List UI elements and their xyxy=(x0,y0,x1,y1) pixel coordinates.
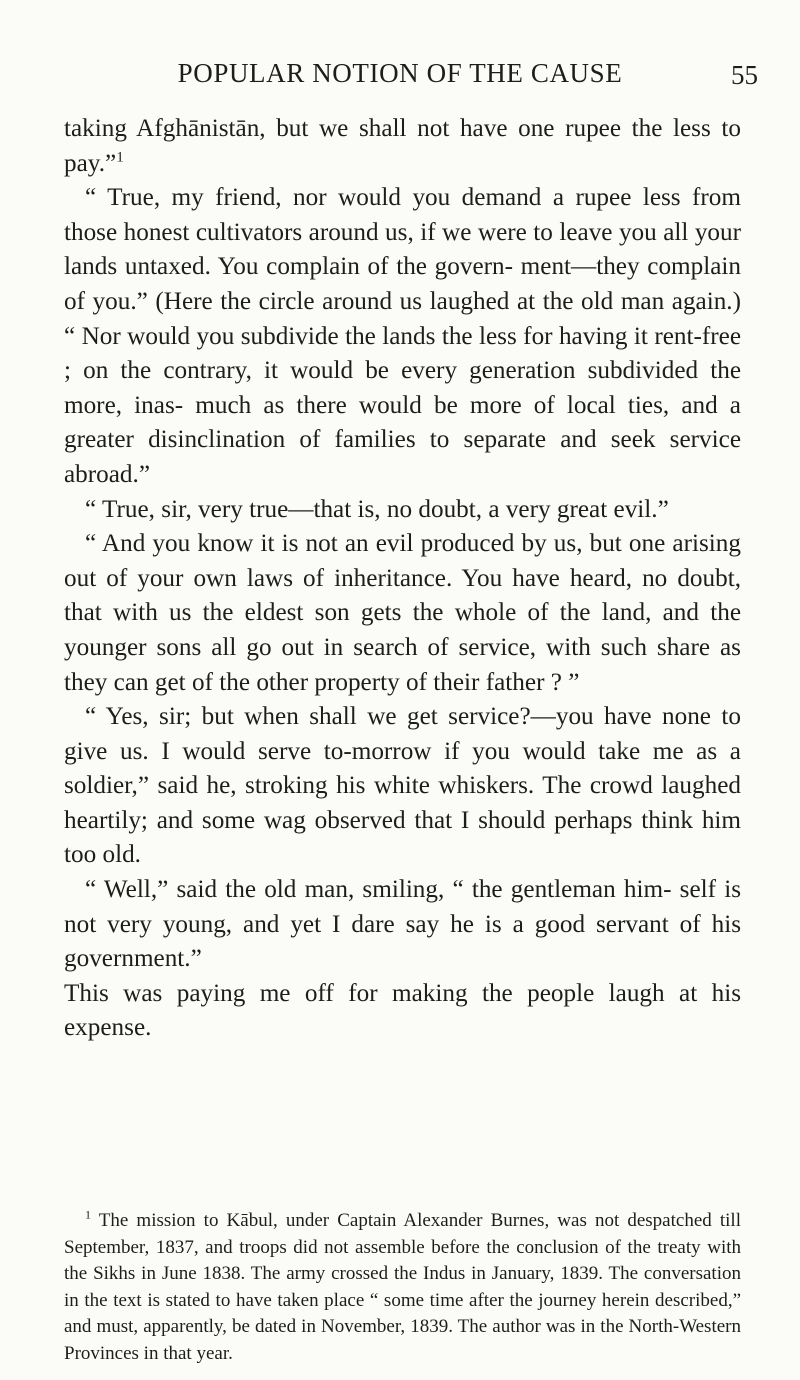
running-title: POPULAR NOTION OF THE CAUSE xyxy=(177,58,623,88)
paragraph: “ And you know it is not an evil produced by us, but one arising out of your own laws of inheritance. You have heard, no doubt, that with us the eldest son gets the whole of the land, and the younger sons all go out in search of service, with such share as they can get of the other property of their father ? ” xyxy=(64,530,741,696)
footnote-marker: 1 xyxy=(85,1207,91,1222)
footnote-reference: 1 xyxy=(116,149,124,166)
footnote xyxy=(64,1208,741,1368)
footnote-text: The mission to Kābul, under Captain Alexander Burnes, was not despatched till September, 1837, and troops did not assemble before the conclusion of the treaty with the Sikhs in June 1838. The army crossed the Indus in January, 1839. The conversation in the text is stated to have taken place “ some time after the journey herein described,” and must, apparently, be dated in November, 1839. The author was in the North-Western Provinces in that year. xyxy=(64,1210,741,1364)
paragraph: “ True, my friend, nor would you demand a rupee less from those honest cultivators around us, if we were to leave you all your lands untaxed. You complain of the govern- ment—they complain of you.” (Here the circle around us laughed at the old man again.) “ Nor would you subdivide the lands the less for having it rent-free ; on the contrary, it would be every generation subdivided the more, inas- much as there would be more of local ties, and a greater disinclination of families to separate and seek service abroad.” xyxy=(64,184,741,488)
paragraph: “ True, sir, very true—that is, no doubt, a very great evil.” xyxy=(85,495,669,523)
paragraph-text: taking Afghānistān, but we shall not have one rupee the less to pay.” xyxy=(64,115,741,177)
paragraph: “ Well,” said the old man, smiling, “ the gentleman him- self is not very young, and yet I dare say he is a good servant of his government.” xyxy=(64,876,741,973)
paragraph xyxy=(64,112,741,181)
page-number: 55 xyxy=(731,60,758,90)
body-text xyxy=(64,112,741,1046)
paragraph: This was paying me off for making the people laugh at his expense. xyxy=(64,979,741,1042)
paragraph: “ Yes, sir; but when shall we get service?—you have none to give us. I would serve to-morrow if you would take me as a soldier,” said he, stroking his white whiskers. The crowd laughed heartily; and some wag observed that I should perhaps think him too old. xyxy=(64,703,741,869)
